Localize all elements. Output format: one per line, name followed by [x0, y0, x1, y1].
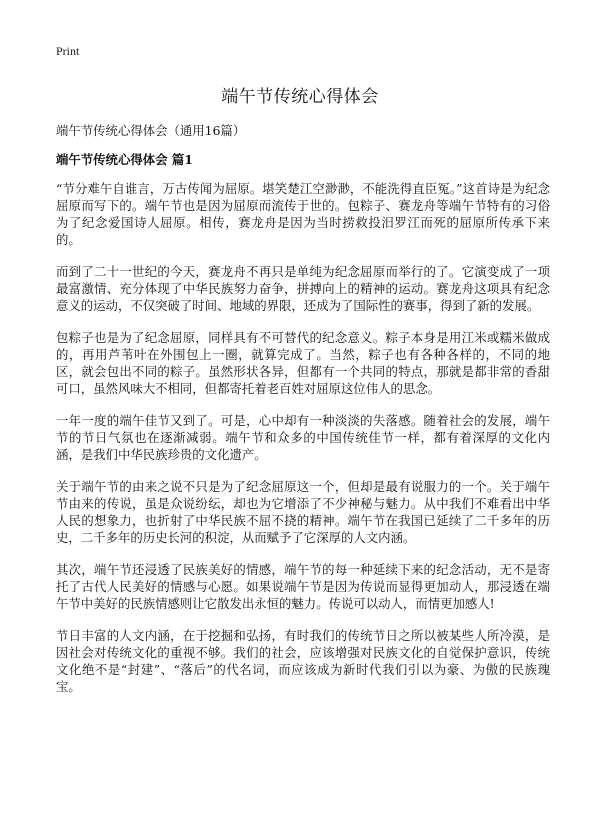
article-body: [56, 180, 550, 710]
print-label: Print: [56, 44, 80, 58]
paragraph: 一年一度的端午佳节又到了。可是，心中却有一种淡淡的失落感。随着社会的发展，端午节的节日气氛也在逐渐减弱。端午节和众多的中国传统佳节一样，都有着深厚的文化内涵，是我们中华民族珍贵的文化遗产。: [56, 413, 550, 462]
paragraph: “节分难午自谁言，万古传闻为屈原。堪笑楚江空渺渺，不能洗得直臣冤。”这首诗是为纪念屈原而写下的。端午节也是因为屈原而流传于世的。包粽子、赛龙舟等端午节特有的习俗为了纪念爱国诗人屈原。相传，赛龙舟是因为当时捞救投汨罗江而死的屈原所传承下来的。: [56, 181, 550, 247]
section-heading: 端午节传统心得体会 篇1: [56, 152, 193, 167]
document-subtitle: 端午节传统心得体会（通用16篇）: [56, 123, 246, 138]
document-title: 端午节传统心得体会: [221, 87, 379, 107]
paragraph: 节日丰富的人文内涵，在于挖掘和弘扬，有时我们的传统节日之所以被某些人所冷漠，是因社会对传统文化的重视不够。我们的社会，应该增强对民族文化的自觉保护意识，传统文化绝不是“封建”、“落后”的代名词，而应该成为新时代我们引以为豪、为傲的民族瑰宝。: [56, 628, 550, 694]
paragraph: 关于端午节的由来之说不只是为了纪念屈原这一个，但却是最有说服力的一个。关于端午节由来的传说，虽是众说纷纭，却也为它增添了不少神秘与魅力。从中我们不难看出中华人民的想象力，也折射了中华民族不屈不挠的精神。端午节在我国已延续了二千多年的历史，二千多年的历史长河的积淀，从而赋予了它深厚的人文内涵。: [56, 479, 550, 545]
paragraph: 包粽子也是为了纪念屈原，同样具有不可替代的纪念意义。粽子本身是用江米或糯米做成的，再用芦苇叶在外围包上一圈，就算完成了。当然，粽子也有各种各样的，不同的地区，就会包出不同的粽子。虽然形状各异，但都有一个共同的特点，那就是都非常的香甜可口，虽然风味大不相同，但都寄托着老百姓对屈原这位伟人的思念。: [56, 330, 550, 396]
paragraph: 其次，端午节还浸透了民族美好的情感，端午节的每一种延续下来的纪念活动，无不是寄托了古代人民美好的情感与心愿。如果说端午节是因为传说而显得更加动人，那浸透在端午节中美好的民族情感则让它散发出永恒的魅力。传说可以动人，而情更加感人!: [56, 562, 550, 611]
paragraph: 而到了二十一世纪的今天，赛龙舟不再只是单纯为纪念屈原而举行的了。它演变成了一项最富激情、充分体现了中华民族努力奋争，拼搏向上的精神的运动。赛龙舟这项具有纪念意义的运动，不仅突破了时间、地域的界限，还成为了国际性的赛事，得到了新的发展。: [56, 264, 550, 313]
